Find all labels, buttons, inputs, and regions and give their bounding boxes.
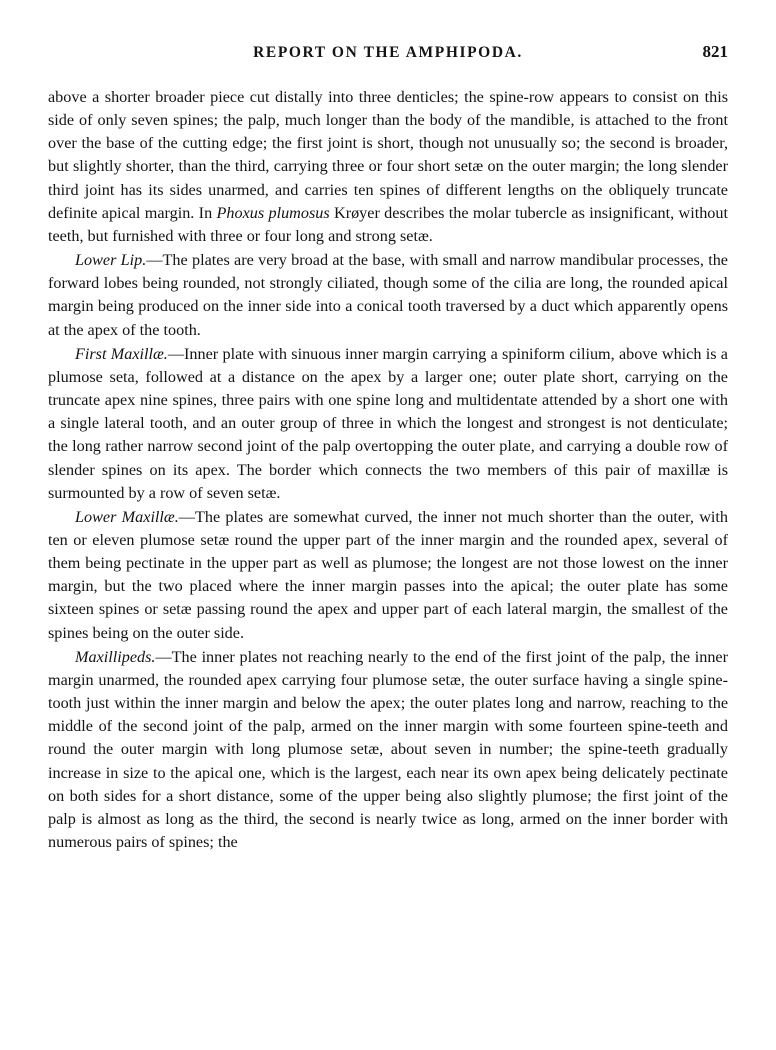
paragraph-text: —Inner plate with sinuous inner margin carrying a spiniform cilium, above which is a plumose seta, followed at a distance on the apex by a larger one; outer plate short, carrying on the truncate apex nine spines, three pairs with one spine long and multidentate attended by a short one with a single lateral tooth, and an outer group of three in which the longest and strongest is not denticulate; the long rather narrow second joint of the palp overtopping the outer plate, and carrying a double row of slender spines on its apex. The border which connects the two members of this pair of maxillæ is surmounted by a row of seven setæ. [48,344,728,502]
paragraph-lower-maxillae [48,506,728,645]
paragraph-text: —The inner plates not reaching nearly to the end of the first joint of the palp, the inner margin unarmed, the rounded apex carrying four plumose setæ, the outer surface having a single spine-tooth just within the inner margin and below the apex; the outer plates long and narrow, reaching to the middle of the second joint of the palp, armed on the inner margin with some fourteen spine-teeth and round the outer margin with long plumose setæ, about seven in number; the spine-teeth gradually increase in size to the apical one, which is the largest, each near its own apex being delicately pectinate on both sides for a short distance, some of the upper being also slightly plumose; the first joint of the palp is almost as long as the third, the second is nearly twice as long, armed on the inner border with numerous pairs of spines; the [48,647,728,851]
page-number: 821 [702,42,728,61]
species-name: Phoxus plumosus [216,203,330,222]
running-title: REPORT ON THE AMPHIPODA. [253,44,523,61]
paragraph-lower-lip [48,249,728,342]
paragraph-text: Krøyer describes the molar tubercle as insignificant, without teeth, but furnished with three or four long and strong setæ. [48,203,728,245]
paragraph-text: above a shorter broader piece cut distally into three denticles; the spine-row appears to consist on this side of only seven spines; the palp, much longer than the body of the mandible, is attached to the front over the base of the cutting edge; the first joint is short, though not unusually so; the second is broader, but slightly shorter, than the third, carrying three or four short setæ on the outer margin; the long slender third joint has its sides unarmed, and carries ten spines of different lengths on the obliquely truncate definite apical margin. In [48,88,728,222]
page-header [48,44,728,68]
section-heading-lower-maxillae: Lower Maxillæ. [75,507,179,526]
body-text [48,86,728,855]
section-heading-maxillipeds: Maxillipeds. [75,647,156,666]
paragraph-maxillipeds [48,646,728,854]
paragraph-first-maxillae [48,343,728,505]
paragraph-text: —The plates are somewhat curved, the inner not much shorter than the outer, with ten or eleven plumose setæ round the upper part of the inner margin and the rounded apex, several of them being pectinate in the upper part as well as plumose; the longest are not those lowest on the inner margin, but the two placed where the inner margin passes into the apical; the outer plate has some sixteen spines or setæ passing round the apex and upper part of each lateral margin, the smallest of the spines being on the outer side. [48,507,728,642]
paragraph-text: —The plates are very broad at the base, with small and narrow mandibular processes, the forward lobes being rounded, not strongly ciliated, though some of the cilia are long, the rounded apical margin being produced on the inner side into a conical tooth traversed by a duct which apparently opens at the apex of the tooth. [48,251,728,339]
paragraph-mandible-continued [48,86,728,248]
section-heading-lower-lip: Lower Lip. [75,251,147,270]
section-heading-first-maxillae: First Maxillæ. [75,344,168,363]
